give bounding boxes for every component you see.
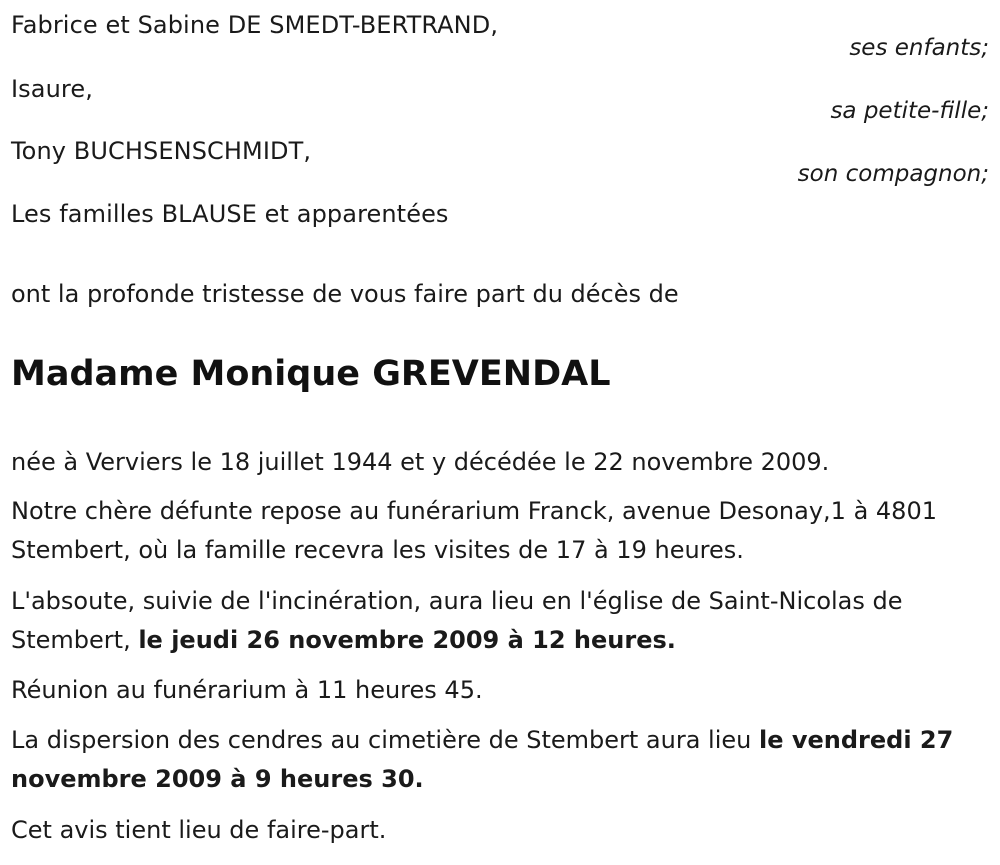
family-member-name: Les familles BLAUSE et apparentées — [11, 200, 449, 228]
dispersal-text: La dispersion des cendres au cimetière de Stembert aura lieu — [11, 726, 759, 754]
meeting-line: Réunion au funérarium à 11 heures 45. — [11, 676, 483, 704]
birth-death-line: née à Verviers le 18 juillet 1944 et y décédée le 22 novembre 2009. — [11, 448, 830, 476]
family-member-role: son compagnon; — [797, 161, 989, 187]
deceased-name: Madame Monique GREVENDAL — [11, 354, 611, 394]
family-member-name: Fabrice et Sabine DE SMEDT-BERTRAND, — [11, 11, 499, 39]
announcement-intro: ont la profonde tristesse de vous faire part du décès de — [11, 280, 679, 308]
service-text: L'absoute, suivie de l'incinération, aura lieu en l'église de Saint-Nicolas de Stembert, — [11, 587, 903, 654]
closing-line: Cet avis tient lieu de faire-part. — [11, 816, 387, 844]
dispersal-paragraph — [11, 721, 991, 799]
family-member-name: Tony BUCHSENSCHMIDT, — [11, 137, 312, 165]
dispersal-date: le vendredi 27 novembre 2009 à 9 heures 30. — [11, 726, 954, 793]
service-date: le jeudi 26 novembre 2009 à 12 heures. — [138, 626, 676, 654]
family-member-role: sa petite-fille; — [830, 98, 989, 124]
service-paragraph — [11, 582, 991, 660]
family-member-name: Isaure, — [11, 75, 93, 103]
funeral-home-paragraph: Notre chère défunte repose au funérarium Franck, avenue Desonay,1 à 4801 Stembert, où la famille recevra les visites de 17 à 19 heures. — [11, 497, 937, 564]
family-member-role: ses enfants; — [849, 35, 989, 61]
